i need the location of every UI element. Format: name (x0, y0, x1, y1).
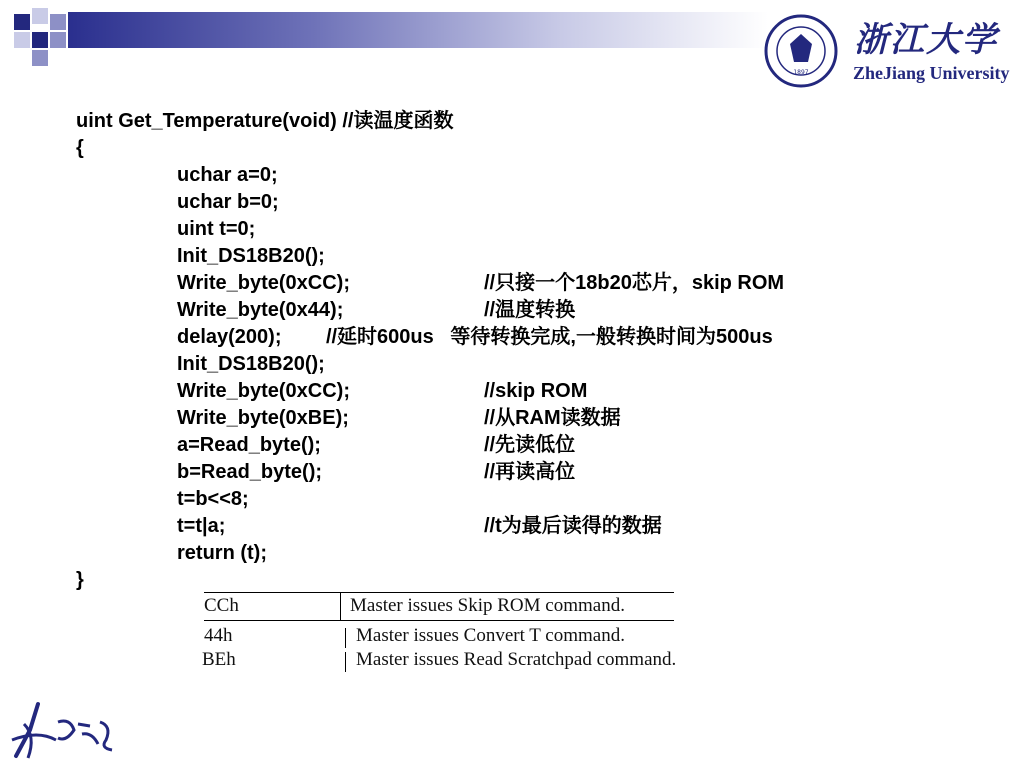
seal-year: 1897 (793, 69, 809, 76)
code-line: t=t|a; (177, 515, 226, 537)
code-line: uchar b=0; (177, 191, 279, 213)
command-code: CCh (204, 595, 239, 616)
code-line: a=Read_byte(); (177, 434, 321, 456)
header-square-6 (50, 32, 66, 48)
code-comment: //只接一个18b20芯片，skip ROM (484, 272, 785, 294)
code-line: return (t); (177, 542, 267, 564)
code-line: uchar a=0; (177, 164, 278, 186)
code-line: Init_DS18B20(); (177, 245, 325, 267)
code-line: Write_byte(0x44); (177, 299, 344, 321)
command-description: Master issues Read Scratchpad command. (356, 649, 677, 670)
header-square-7 (32, 50, 48, 66)
header-square-2 (32, 8, 48, 24)
university-name-cn: 浙江大学 (854, 20, 998, 60)
header-square-1 (14, 14, 30, 30)
header-gradient-bar (68, 12, 768, 48)
code-line: b=Read_byte(); (177, 461, 323, 483)
code-line: Write_byte(0xCC); (177, 272, 350, 294)
calligraphy-logo-icon (8, 700, 118, 764)
university-name-en: ZheJiang University (853, 63, 1010, 83)
function-signature: uint Get_Temperature(void) //读温度函数 (76, 110, 454, 132)
close-brace: } (76, 569, 84, 591)
open-brace: { (76, 137, 84, 159)
code-comment: //温度转换 (484, 299, 576, 321)
code-comment: //先读低位 (484, 434, 576, 456)
command-description: Master issues Convert T command. (356, 625, 625, 646)
command-code: 44h (204, 625, 233, 646)
code-comment: //再读高位 (484, 461, 576, 483)
code-line: Init_DS18B20(); (177, 353, 325, 375)
code-comment: //从RAM读数据 (484, 407, 621, 429)
code-line: Write_byte(0xCC); (177, 380, 350, 402)
header-square-3 (50, 14, 66, 30)
code-line: Write_byte(0xBE); (177, 407, 349, 429)
university-seal-icon (764, 14, 838, 88)
code-comment: //t为最后读得的数据 (484, 515, 662, 537)
code-line: t=b<<8; (177, 488, 249, 510)
command-code: BEh (202, 649, 236, 670)
code-line: uint t=0; (177, 218, 256, 240)
header-square-5 (32, 32, 48, 48)
code-comment: //skip ROM (484, 380, 588, 402)
header-square-4 (14, 32, 30, 48)
code-line: delay(200); //延时600us 等待转换完成,一般转换时间为500us (177, 326, 773, 348)
command-description: Master issues Skip ROM command. (350, 595, 625, 616)
